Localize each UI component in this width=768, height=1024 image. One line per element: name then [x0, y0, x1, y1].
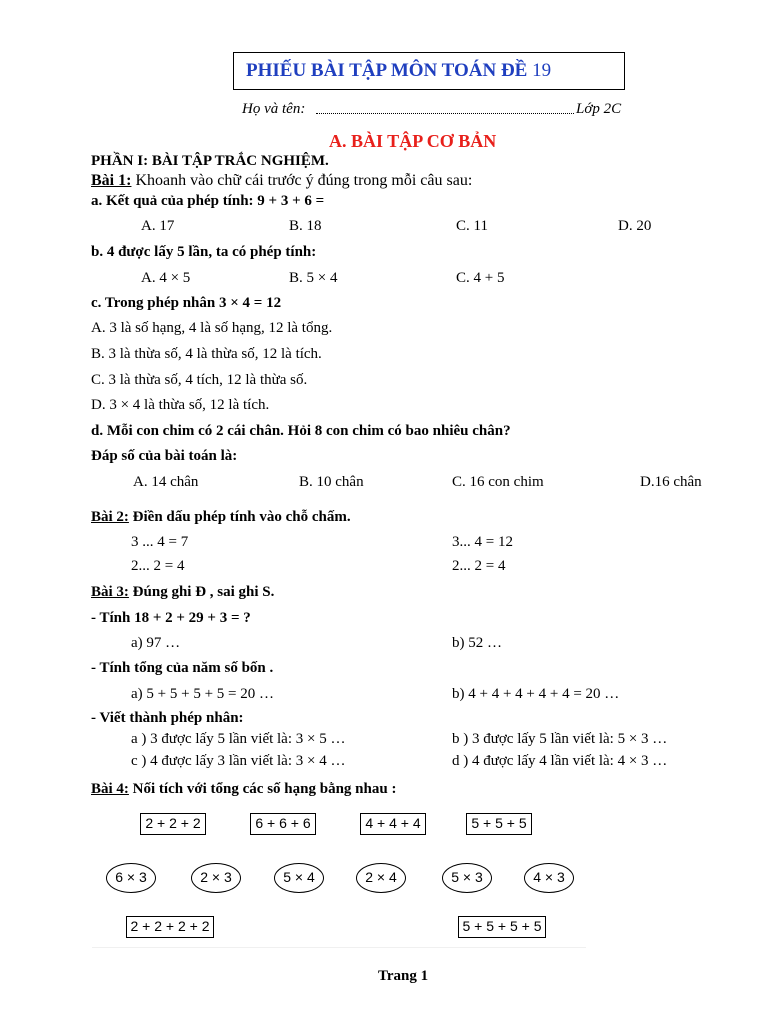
bai1-qa: a. Kết quả của phép tính: 9 + 3 + 6 =	[91, 193, 325, 209]
bai3-g2-a: a) 5 + 5 + 5 + 5 = 20 …	[131, 686, 274, 702]
qd-option-d: D.16 chân	[640, 474, 702, 490]
bai1-label: Bài 1:	[91, 172, 132, 189]
bai3-g3-c: c ) 4 được lấy 3 lần viết là: 3 × 4 …	[131, 753, 346, 769]
bai1-qc: c. Trong phép nhân 3 × 4 = 12	[91, 295, 282, 311]
bai3-g3: - Viết thành phép nhân:	[91, 710, 244, 726]
qa-option-d: D. 20	[618, 218, 652, 234]
bai2-item-4: 2... 2 = 4	[452, 558, 506, 574]
bai4-instruction: Nối tích với tổng các số hạng bằng nhau :	[128, 781, 397, 797]
sum-box-4[interactable]: 5 + 5 + 5	[466, 813, 532, 835]
title-text: PHIẾU BÀI TẬP MÔN TOÁN ĐỀ	[246, 60, 528, 81]
qd-option-b: B. 10 chân	[299, 474, 364, 490]
qc-option-c: C. 3 là thừa số, 4 tích, 12 là thừa số.	[91, 372, 308, 388]
product-oval-5[interactable]: 5 × 3	[442, 863, 492, 893]
bai3-g1-b: b) 52 …	[452, 635, 502, 651]
bai3-g3-d: d ) 4 được lấy 4 lần viết là: 4 × 3 …	[452, 753, 668, 769]
qa-option-b: B. 18	[289, 218, 322, 234]
page-footer: Trang 1	[378, 968, 429, 984]
matching-figure	[92, 805, 586, 948]
product-oval-2[interactable]: 2 × 3	[191, 863, 241, 893]
bai2-line	[91, 509, 351, 526]
class-label: Lớp 2C	[576, 101, 622, 117]
bai2-item-2: 3... 4 = 12	[452, 534, 513, 550]
product-oval-4[interactable]: 2 × 4	[356, 863, 406, 893]
bai1-qd-sub: Đáp số của bài toán là:	[91, 448, 238, 464]
section-a-heading: A. BÀI TẬP CƠ BẢN	[329, 131, 497, 151]
product-oval-3[interactable]: 5 × 4	[274, 863, 324, 893]
qc-option-b: B. 3 là thừa số, 4 là thừa số, 12 là tích.	[91, 346, 322, 362]
qc-option-d: D. 3 × 4 là thừa số, 12 là tích.	[91, 397, 270, 413]
bai2-label: Bài 2:	[91, 509, 129, 525]
bai4-line	[91, 781, 396, 798]
bai3-g1-a: a) 97 …	[131, 635, 181, 651]
bai3-g2: - Tính tổng của năm số bốn .	[91, 660, 274, 676]
worksheet-title	[246, 60, 551, 82]
qa-option-a: A. 17	[141, 218, 175, 234]
product-oval-1[interactable]: 6 × 3	[106, 863, 156, 893]
bai3-instruction: Đúng ghi Đ , sai ghi S.	[128, 584, 275, 600]
sum-box-1[interactable]: 2 + 2 + 2	[140, 813, 206, 835]
sum-box-2[interactable]: 6 + 6 + 6	[250, 813, 316, 835]
bai2-item-1: 3 ... 4 = 7	[131, 534, 189, 550]
bai1-qd: d. Mỗi con chim có 2 cái chân. Hỏi 8 con chim có bao nhiêu chân?	[91, 423, 511, 439]
sum-box-5[interactable]: 2 + 2 + 2 + 2	[126, 916, 214, 938]
qb-option-c: C. 4 + 5	[456, 270, 505, 286]
name-line	[316, 113, 574, 114]
qa-option-c: C. 11	[456, 218, 488, 234]
bai3-g1: - Tính 18 + 2 + 29 + 3 = ?	[91, 610, 251, 626]
qd-option-a: A. 14 chân	[133, 474, 199, 490]
bai2-instruction: Điền dấu phép tính vào chỗ chấm.	[128, 509, 351, 525]
bai3-g3-a: a ) 3 được lấy 5 lần viết là: 3 × 5 …	[131, 731, 346, 747]
bai4-label: Bài 4:	[91, 781, 129, 797]
bai3-line	[91, 584, 274, 601]
bai1-line	[91, 172, 472, 190]
qb-option-a: A. 4 × 5	[141, 270, 191, 286]
bai1-instruction: Khoanh vào chữ cái trước ý đúng trong mỗi câu sau:	[131, 172, 473, 189]
qc-option-a: A. 3 là số hạng, 4 là số hạng, 12 là tổng.	[91, 320, 333, 336]
part1-heading: PHẦN I: BÀI TẬP TRẮC NGHIỆM.	[91, 153, 329, 169]
sum-box-3[interactable]: 4 + 4 + 4	[360, 813, 426, 835]
product-oval-6[interactable]: 4 × 3	[524, 863, 574, 893]
title-box	[233, 52, 625, 90]
name-label: Họ và tên:	[242, 101, 306, 117]
bai3-label: Bài 3:	[91, 584, 129, 600]
qb-option-b: B. 5 × 4	[289, 270, 338, 286]
bai3-g3-b: b ) 3 được lấy 5 lần viết là: 5 × 3 …	[452, 731, 668, 747]
bai2-item-3: 2... 2 = 4	[131, 558, 185, 574]
bai3-g2-b: b) 4 + 4 + 4 + 4 + 4 = 20 …	[452, 686, 620, 702]
sum-box-6[interactable]: 5 + 5 + 5 + 5	[458, 916, 546, 938]
title-number: 19	[532, 60, 552, 81]
qd-option-c: C. 16 con chim	[452, 474, 544, 490]
bai1-qb: b. 4 được lấy 5 lần, ta có phép tính:	[91, 244, 317, 260]
